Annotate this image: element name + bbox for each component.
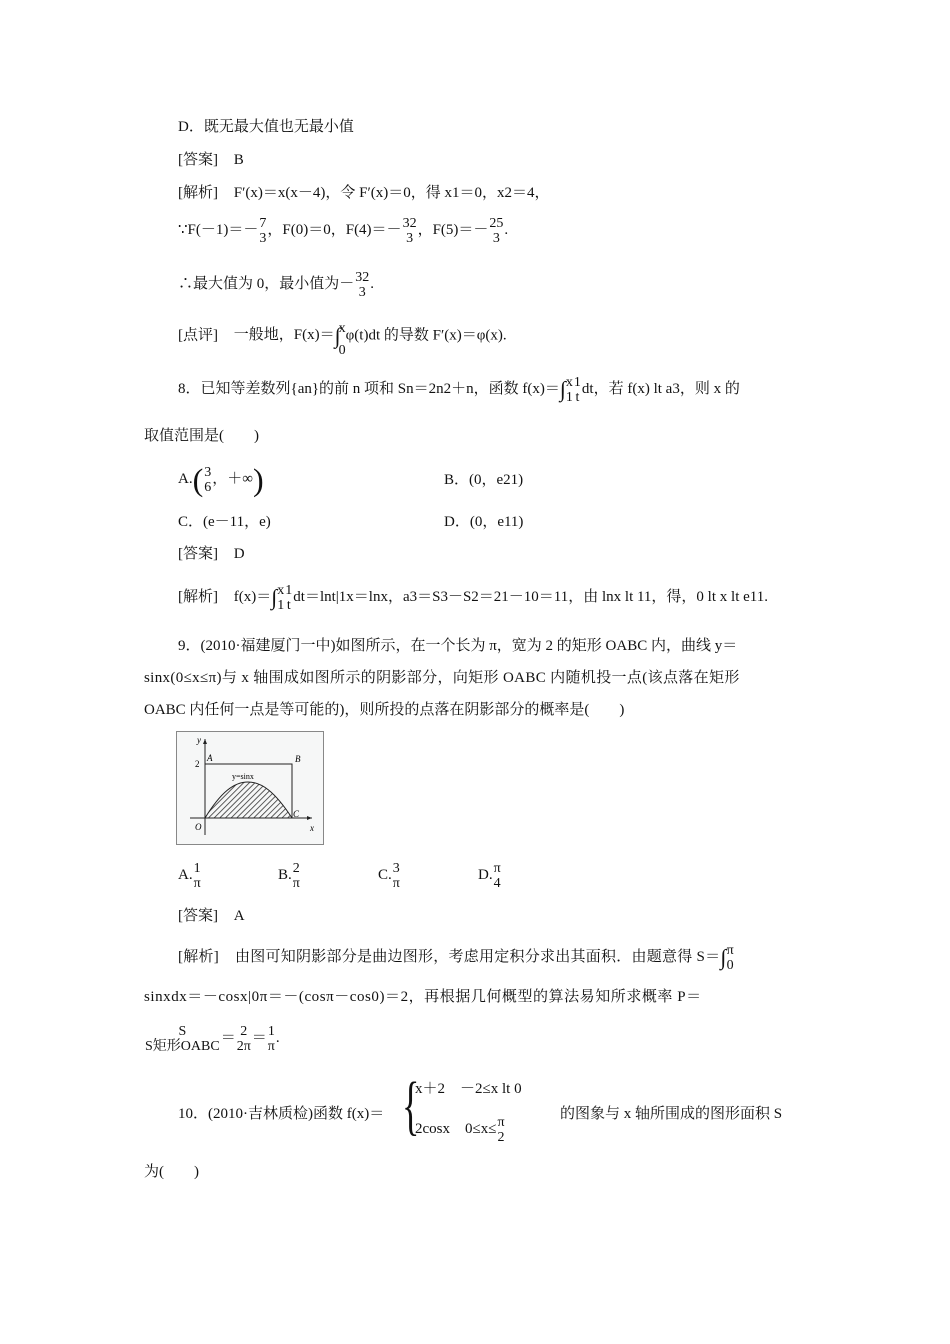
- q8-option-d: D．(0，e11): [444, 514, 524, 530]
- numerator: π: [497, 1114, 505, 1130]
- answer-label: [答案]: [178, 152, 218, 168]
- numerator: 3: [392, 860, 400, 876]
- integral-sign: ∫: [720, 944, 727, 970]
- numerator: 25: [489, 215, 504, 231]
- fraction: [237, 1024, 251, 1054]
- max-min-text: ∴最大值为 0，最小值为－: [178, 276, 355, 292]
- denominator: π: [193, 875, 201, 891]
- analysis-text: f(x)＝: [233, 589, 272, 605]
- integral-limits: [566, 375, 573, 405]
- origin-label: O: [195, 822, 202, 832]
- comment-text: 一般地，F(x)＝: [233, 327, 335, 344]
- denominator: 3: [358, 284, 366, 300]
- fraction: [355, 270, 369, 300]
- comment-line: [178, 318, 507, 358]
- q9-stem-3: OABC 内任何一点是等可能的)，则所投的点落在阴影部分的概率是( ): [144, 702, 625, 718]
- q9-option-a: [178, 858, 278, 892]
- q9-stem-2: sinx(0≤x≤π)与 x 轴围成如图所示的阴影部分，向矩形 OABC 内随机投一点(该点落在矩形: [144, 670, 740, 686]
- equals: ＝: [220, 1030, 236, 1046]
- numerator: 3: [204, 464, 212, 480]
- denominator: π: [267, 1038, 275, 1054]
- lower-limit: 1: [565, 389, 573, 405]
- denominator: π: [292, 875, 300, 891]
- upper-limit: x: [565, 374, 573, 390]
- fraction: [489, 216, 503, 246]
- integral-sign: ∫: [559, 376, 566, 402]
- option-label: B.: [278, 867, 292, 883]
- fraction: [259, 216, 266, 246]
- equals: ＝: [251, 1030, 267, 1046]
- answer-line: [178, 151, 244, 169]
- numerator: 1: [267, 1023, 275, 1039]
- option-text: ，＋∞: [212, 471, 253, 487]
- integral-limits: [727, 943, 734, 973]
- denominator: 3: [406, 230, 414, 246]
- q10-case-2: [415, 1112, 506, 1146]
- fraction: [145, 1024, 220, 1054]
- denominator: 3: [259, 230, 267, 246]
- max-min-line: [178, 268, 374, 300]
- integral-sign: ∫: [271, 584, 278, 610]
- values-text: ，F(0)＝0，F(4)＝－: [267, 222, 402, 238]
- point-c-label: C: [293, 809, 300, 819]
- fraction: [393, 861, 400, 891]
- numerator: S: [178, 1023, 187, 1039]
- analysis-label: [解析]: [178, 589, 218, 605]
- integral-sign: ∫: [334, 323, 341, 348]
- fraction: [293, 861, 300, 891]
- upper-limit: π: [726, 942, 734, 958]
- y-tick-2: 2: [195, 759, 200, 769]
- numerator: 32: [355, 269, 370, 285]
- numerator: 32: [402, 215, 417, 231]
- analysis-label: [解析]: [178, 185, 218, 201]
- option-d: D．既无最大值也无最小值: [178, 119, 354, 135]
- q8-text: dt，若 f(x) lt a3，则 x 的: [581, 381, 740, 397]
- denominator: 4: [493, 875, 501, 891]
- x-label: x: [310, 823, 314, 833]
- point-b-label: B: [295, 754, 301, 764]
- fraction: [403, 216, 417, 246]
- comment-label: [点评]: [178, 327, 218, 344]
- numerator: 1: [573, 374, 581, 390]
- option-label: A.: [178, 471, 193, 487]
- max-min-text: .: [370, 276, 375, 292]
- fraction: [285, 583, 292, 613]
- comment-text: φ(t)dt 的导数 F′(x)＝φ(x).: [345, 327, 507, 344]
- answer-value: B: [233, 152, 244, 168]
- upper-limit: x: [277, 582, 285, 598]
- q9-option-c: [378, 858, 478, 892]
- denominator: π: [392, 875, 400, 891]
- answer-value: A: [233, 908, 245, 924]
- q8-analysis: [178, 580, 768, 615]
- denominator: 6: [204, 479, 212, 495]
- fraction: [494, 861, 501, 891]
- integral-limits: [338, 321, 346, 364]
- q10-stem-b: 的图象与 x 轴所围成的图形面积 S: [560, 1106, 783, 1122]
- q9-option-d: [478, 858, 578, 892]
- values-text: .: [504, 222, 509, 238]
- case-text: 2cosx 0≤x≤: [415, 1121, 497, 1137]
- numerator: 1: [193, 860, 201, 876]
- denominator: S矩形OABC: [145, 1038, 220, 1054]
- right-paren: ): [252, 461, 264, 498]
- values-text: ，F(5)＝－: [417, 222, 489, 238]
- numerator: 2: [292, 860, 300, 876]
- denominator: t: [575, 389, 580, 405]
- numerator: 2: [240, 1023, 248, 1039]
- analysis-label: [解析]: [178, 949, 219, 965]
- q9-option-b: [278, 858, 378, 892]
- q9-figure: [176, 731, 324, 845]
- q8-option-a: [178, 462, 264, 497]
- lower-limit: 1: [277, 597, 285, 613]
- denominator: 2: [497, 1129, 505, 1145]
- values-text: ∵F(－1)＝－: [178, 222, 259, 238]
- y-label: y: [197, 735, 201, 745]
- q8-stem-2: 取值范围是( ): [144, 428, 259, 444]
- q8-option-b: B．(0，e21): [444, 472, 524, 488]
- answer-value: D: [233, 546, 245, 562]
- fraction: [574, 375, 581, 405]
- q9-answer: [178, 907, 245, 925]
- denominator: 3: [492, 230, 500, 246]
- denominator: 2π: [236, 1038, 251, 1054]
- q9-analysis-3: [144, 1018, 280, 1058]
- fraction: [497, 1115, 504, 1145]
- fraction: [204, 465, 211, 495]
- left-paren: (: [192, 461, 204, 498]
- q8-option-c: C．(e－11，e): [178, 514, 271, 530]
- integral-limits: [277, 583, 284, 613]
- analysis-line: [178, 184, 549, 202]
- answer-label: [答案]: [178, 908, 218, 924]
- q10-stem-a: 10．(2010·吉林质检)函数 f(x)＝: [178, 1106, 385, 1122]
- q8-text: 8．已知等差数列{an}的前 n 项和 Sn＝2n2＋n，函数 f(x)＝: [178, 381, 560, 397]
- denominator: t: [286, 597, 291, 613]
- numerator: 1: [285, 582, 293, 598]
- period: .: [275, 1030, 280, 1046]
- point-a-label: A: [207, 753, 213, 763]
- analysis-text: F′(x)＝x(x－4)，令 F′(x)＝0，得 x1＝0，x2＝4，: [233, 185, 550, 201]
- lower-limit: 0: [338, 343, 346, 358]
- curve-label: y=sinx: [232, 772, 254, 781]
- q10-case-1: x＋2 －2≤x lt 0: [415, 1081, 522, 1097]
- q9-options: [178, 858, 578, 892]
- answer-label: [答案]: [178, 546, 218, 562]
- q9-stem-1: 9．(2010·福建厦门一中)如图所示，在一个长为 π，宽为 2 的矩形 OABC 内，曲线 y＝: [178, 638, 738, 654]
- q8-stem: [178, 372, 740, 407]
- q9-analysis: [178, 940, 734, 975]
- q9-analysis-2: sinxdx＝－cosx|0π＝－(cosπ－cos0)＝2，再根据几何概型的算法易知所求概率 P＝: [144, 989, 702, 1005]
- lower-limit: 0: [726, 957, 734, 973]
- option-label: C.: [378, 867, 392, 883]
- fraction: [194, 861, 201, 891]
- numerator: π: [493, 860, 501, 876]
- analysis-text: dt＝lnt|1x＝lnx，a3＝S3－S2＝21－10＝11，由 lnx lt 11，得，0 lt x lt e11.: [293, 589, 768, 605]
- upper-limit: x: [338, 321, 346, 336]
- option-label: D.: [478, 867, 493, 883]
- q8-answer: [178, 545, 245, 563]
- fraction: [268, 1024, 275, 1054]
- q10-stem-2: 为( ): [144, 1164, 199, 1180]
- analysis-text: 由图可知阴影部分是曲边图形，考虑用定积分求出其面积．由题意得 S＝: [235, 949, 721, 965]
- option-label: A.: [178, 867, 193, 883]
- brace-icon: {: [402, 1069, 420, 1142]
- numerator: 7: [259, 215, 267, 231]
- values-line: [178, 214, 508, 246]
